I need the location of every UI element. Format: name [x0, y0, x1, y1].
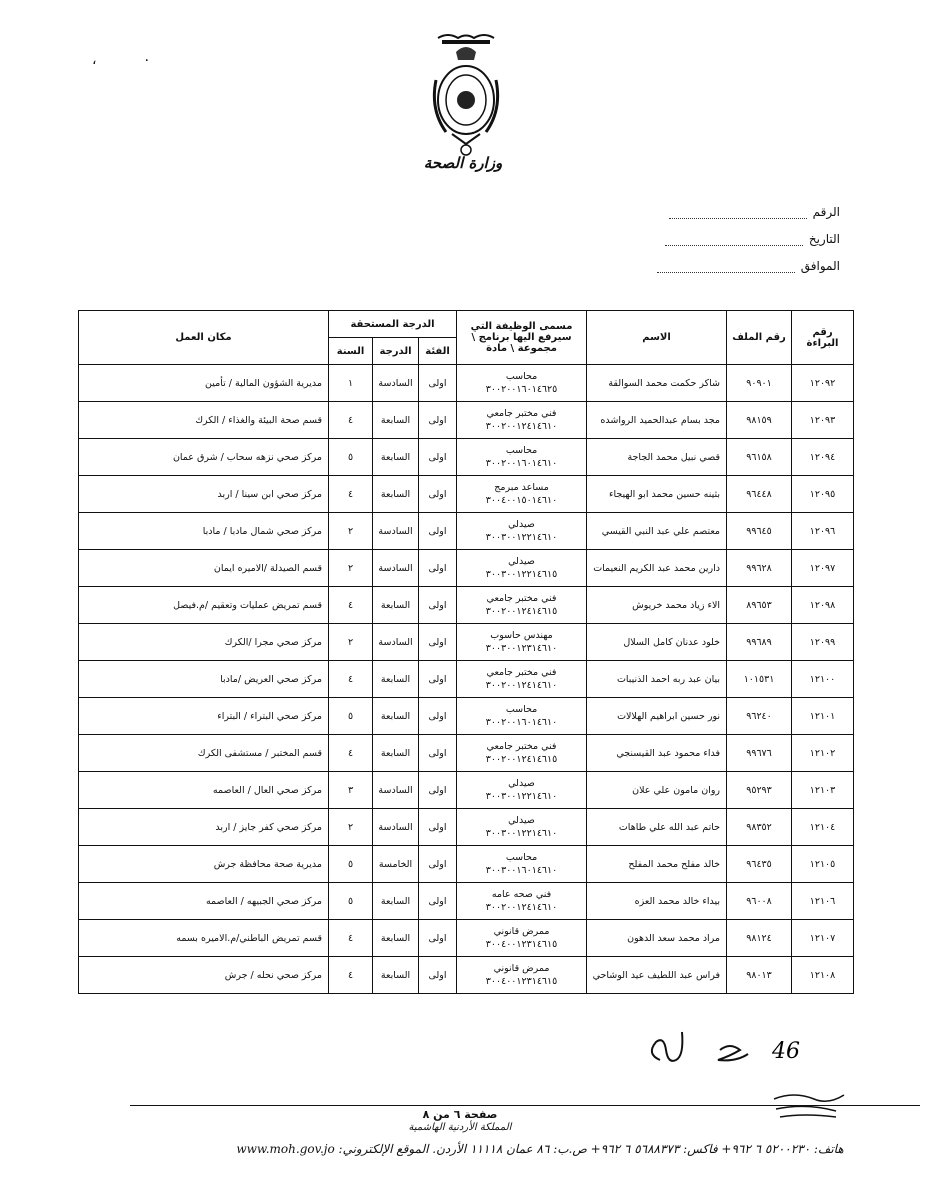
cell-category: اولى — [419, 513, 457, 550]
cell-file: ٩٩٦٢٨ — [727, 550, 792, 587]
cell-file: ٩٩٦٧٦ — [727, 735, 792, 772]
cell-year: ٤ — [329, 957, 373, 994]
job-title: ممرض قانوني — [493, 926, 550, 937]
cell-grade: السابعة — [373, 883, 419, 920]
cell-workplace: قسم صحة البيئة والغذاء / الكرك — [79, 402, 329, 439]
cell-workplace: مركز صحي نزهه سحاب / شرق عمان — [79, 439, 329, 476]
cell-category: اولى — [419, 624, 457, 661]
ref-field-line — [657, 260, 795, 273]
col-header-job: مسمى الوظيفة التي سيرفع اليها برنامج \ مجموعة \ مادة — [457, 311, 587, 365]
ref-field-label: الموافق — [800, 259, 840, 273]
cell-job — [457, 846, 587, 883]
job-code: ٣٠٠٢٠٠١٢٤١٤٦١٥ — [485, 606, 558, 617]
cell-category: اولى — [419, 587, 457, 624]
cell-year: ٢ — [329, 550, 373, 587]
cell-name: خلود عدنان كامل السلال — [587, 624, 727, 661]
cell-receipt: ١٢١٠٨ — [792, 957, 854, 994]
cell-grade: السابعة — [373, 587, 419, 624]
cell-receipt: ١٢١٠٥ — [792, 846, 854, 883]
table-row — [79, 550, 854, 587]
table-row — [79, 846, 854, 883]
cell-receipt: ١٢١٠١ — [792, 698, 854, 735]
cell-category: اولى — [419, 402, 457, 439]
cell-file: ٩٦١٥٨ — [727, 439, 792, 476]
scan-mark-right: ٠ — [143, 52, 151, 68]
cell-workplace: قسم المختبر / مستشفى الكرك — [79, 735, 329, 772]
table-row — [79, 698, 854, 735]
cell-category: اولى — [419, 772, 457, 809]
cell-receipt: ١٢٠٩٣ — [792, 402, 854, 439]
job-title: محاسب — [505, 445, 538, 456]
promotions-table — [78, 310, 854, 994]
handwritten-annotation — [640, 1020, 840, 1080]
cell-name: شاكر حكمت محمد السوالقة — [587, 365, 727, 402]
cell-receipt: ١٢٠٩٩ — [792, 624, 854, 661]
cell-job — [457, 550, 587, 587]
job-code: ٣٠٠٢٠٠١٦٠١٤٦٢٥ — [485, 384, 558, 395]
cell-receipt: ١٢٠٩٥ — [792, 476, 854, 513]
job-title: محاسب — [505, 852, 538, 863]
ref-field-label: الرقم — [812, 205, 840, 219]
cell-grade: السابعة — [373, 402, 419, 439]
cell-file: ١٠١٥٣١ — [727, 661, 792, 698]
job-title: صيدلي — [508, 556, 535, 567]
col-header-grade-group: الدرجة المستحقة — [329, 311, 457, 338]
cell-file: ٩٨٣٥٢ — [727, 809, 792, 846]
cell-name: بيان عبد ربه احمد الذنيبات — [587, 661, 727, 698]
job-code: ٣٠٠٤٠٠١٢٣١٤٦١٥ — [485, 939, 558, 950]
job-code: ٣٠٠٢٠٠١٢٤١٤٦١٠ — [485, 680, 558, 691]
job-title: صيدلي — [508, 519, 535, 530]
cell-file: ٩٠٩٠١ — [727, 365, 792, 402]
job-title: محاسب — [505, 704, 538, 715]
cell-category: اولى — [419, 439, 457, 476]
cell-name: حاتم عبد الله علي طاهات — [587, 809, 727, 846]
job-title: فني مختبر جامعي — [486, 593, 557, 604]
table-row — [79, 735, 854, 772]
cell-grade: السادسة — [373, 513, 419, 550]
table-row — [79, 772, 854, 809]
cell-year: ٤ — [329, 735, 373, 772]
cell-name: روان مامون علي علان — [587, 772, 727, 809]
cell-workplace: قسم تمريض الباطني/م.الاميره بسمه — [79, 920, 329, 957]
job-title: مساعد مبرمج — [494, 482, 549, 493]
table-row — [79, 587, 854, 624]
table-row — [79, 513, 854, 550]
cell-workplace: قسم تمريض عمليات وتعقيم /م.فيصل — [79, 587, 329, 624]
ref-field-line — [669, 206, 807, 219]
cell-receipt: ١٢١٠٧ — [792, 920, 854, 957]
job-code: ٣٠٠٣٠٠١٢٣١٤٦١٠ — [485, 643, 558, 654]
page-number: صفحة ٦ من ٨ — [422, 1108, 498, 1121]
cell-receipt: ١٢١٠٠ — [792, 661, 854, 698]
cell-year: ٥ — [329, 439, 373, 476]
ref-field-label: التاريخ — [808, 232, 840, 246]
cell-category: اولى — [419, 809, 457, 846]
cell-grade: السابعة — [373, 957, 419, 994]
cell-year: ٢ — [329, 624, 373, 661]
cell-grade: السادسة — [373, 772, 419, 809]
job-code: ٣٠٠٢٠٠١٦٠١٤٦١٠ — [485, 458, 558, 469]
table-row — [79, 365, 854, 402]
cell-job — [457, 920, 587, 957]
table-row — [79, 476, 854, 513]
job-code: ٣٠٠٣٠٠١٢٢١٤٦١٥ — [485, 569, 558, 580]
cell-job — [457, 772, 587, 809]
table-row — [79, 957, 854, 994]
cell-job — [457, 698, 587, 735]
cell-job — [457, 476, 587, 513]
cell-workplace: مركز صحي مجرا /الكرك — [79, 624, 329, 661]
cell-year: ٥ — [329, 698, 373, 735]
cell-receipt: ١٢١٠٢ — [792, 735, 854, 772]
cell-workplace: مديرية صحة محافظة جرش — [79, 846, 329, 883]
cell-category: اولى — [419, 476, 457, 513]
cell-name: فداء محمود عبد القيسنجي — [587, 735, 727, 772]
cell-job — [457, 661, 587, 698]
cell-file: ٩٥٢٩٣ — [727, 772, 792, 809]
cell-year: ٥ — [329, 883, 373, 920]
ref-field-date — [470, 232, 840, 246]
job-code: ٣٠٠٣٠٠١٢٢١٤٦١٠ — [485, 828, 558, 839]
cell-workplace: مركز صحي شمال مادبا / مادبا — [79, 513, 329, 550]
footer-divider — [130, 1105, 920, 1106]
job-title: صيدلي — [508, 778, 535, 789]
cell-grade: السادسة — [373, 624, 419, 661]
cell-file: ٩٩٦٤٥ — [727, 513, 792, 550]
cell-name: الاء زياد محمد خريوش — [587, 587, 727, 624]
cell-grade: الخامسة — [373, 846, 419, 883]
cell-workplace: مركز صحي ابن سينا / اربد — [79, 476, 329, 513]
scan-mark-left: ، — [92, 52, 97, 68]
cell-category: اولى — [419, 846, 457, 883]
job-code: ٣٠٠٢٠٠١٢٤١٤٦١٠ — [485, 421, 558, 432]
job-title: فني صحه عامه — [491, 889, 552, 900]
table-row — [79, 402, 854, 439]
cell-year: ٤ — [329, 476, 373, 513]
job-title: مهندس حاسوب — [490, 630, 553, 641]
cell-workplace: مركز صحي الجبيهه / العاصمه — [79, 883, 329, 920]
job-title: صيدلي — [508, 815, 535, 826]
cell-receipt: ١٢١٠٦ — [792, 883, 854, 920]
cell-receipt: ١٢٠٩٤ — [792, 439, 854, 476]
cell-workplace: قسم الصيدلة /الاميره ايمان — [79, 550, 329, 587]
cell-receipt: ١٢٠٩٦ — [792, 513, 854, 550]
cell-name: مراد محمد سعد الدهون — [587, 920, 727, 957]
cell-file: ٩٦٤٣٥ — [727, 846, 792, 883]
cell-file: ٩٦٢٤٠ — [727, 698, 792, 735]
col-header-receipt: رقم البراءة — [792, 311, 854, 365]
col-header-year: السنة — [329, 338, 373, 365]
job-code: ٣٠٠٤٠٠١٥٠١٤٦١٠ — [485, 495, 558, 506]
col-header-grade: الدرجة — [373, 338, 419, 365]
cell-name: مجد بسام عبدالحميد الرواشده — [587, 402, 727, 439]
cell-file: ٩٨١٥٩ — [727, 402, 792, 439]
ref-field-corresponding — [470, 259, 840, 273]
job-code: ٣٠٠٣٠٠١٦٠١٤٦١٠ — [485, 865, 558, 876]
cell-receipt: ١٢٠٩٢ — [792, 365, 854, 402]
ref-field-number — [470, 205, 840, 219]
job-title: فني مختبر جامعي — [486, 741, 557, 752]
cell-name: بثينه حسين محمد ابو الهيجاء — [587, 476, 727, 513]
cell-job — [457, 883, 587, 920]
cell-workplace: مركز صحي البتراء / البتراء — [79, 698, 329, 735]
table-row — [79, 661, 854, 698]
cell-file: ٩٨٠١٣ — [727, 957, 792, 994]
table-row — [79, 439, 854, 476]
cell-grade: السابعة — [373, 920, 419, 957]
ministry-name: وزارة الصحة — [423, 154, 503, 172]
cell-year: ٤ — [329, 920, 373, 957]
cell-grade: السادسة — [373, 550, 419, 587]
table-row — [79, 624, 854, 661]
job-code: ٣٠٠٢٠٠١٦٠١٤٦١٠ — [485, 717, 558, 728]
cell-job — [457, 809, 587, 846]
job-code: ٣٠٠٢٠٠١٢٤١٤٦١٥ — [485, 754, 558, 765]
cell-job — [457, 365, 587, 402]
cell-file: ٩٦٠٠٨ — [727, 883, 792, 920]
col-header-workplace: مكان العمل — [79, 311, 329, 365]
cell-name: بيداء خالد محمد العزه — [587, 883, 727, 920]
footer-contact: هاتف: ٥٢٠٠٢٣٠ ٦ ٩٦٢+ فاكس: ٥٦٨٨٣٧٣ ٦ ٩٦٢+ ص.ب: ٨٦ عمان ١١١١٨ الأردن. الموقع الإلكتروني: www.moh.gov.jo — [236, 1142, 844, 1156]
cell-category: اولى — [419, 698, 457, 735]
cell-year: ٢ — [329, 513, 373, 550]
job-title: ممرض قانوني — [493, 963, 550, 974]
cell-job — [457, 513, 587, 550]
cell-workplace: مركز صحي كفر جايز / اربد — [79, 809, 329, 846]
cell-grade: السابعة — [373, 476, 419, 513]
job-title: فني مختبر جامعي — [486, 667, 557, 678]
cell-year: ٤ — [329, 587, 373, 624]
cell-year: ٣ — [329, 772, 373, 809]
royal-crest-icon — [428, 30, 504, 160]
cell-grade: السادسة — [373, 365, 419, 402]
cell-category: اولى — [419, 550, 457, 587]
job-code: ٣٠٠٣٠٠١٢٢١٤٦١٠ — [485, 791, 558, 802]
cell-year: ٤ — [329, 661, 373, 698]
cell-job — [457, 587, 587, 624]
cell-name: نور حسين ابراهيم الهلالات — [587, 698, 727, 735]
cell-category: اولى — [419, 365, 457, 402]
cell-name: معتصم علي عبد النبي القيسي — [587, 513, 727, 550]
cell-grade: السابعة — [373, 735, 419, 772]
job-title: محاسب — [505, 371, 538, 382]
cell-year: ١ — [329, 365, 373, 402]
cell-grade: السابعة — [373, 439, 419, 476]
cell-grade: السابعة — [373, 661, 419, 698]
job-code: ٣٠٠٣٠٠١٢٢١٤٦١٠ — [485, 532, 558, 543]
footer-kingdom: المملكة الأردنية الهاشمية — [408, 1122, 512, 1133]
col-header-category: الفئة — [419, 338, 457, 365]
cell-file: ٩٨١٢٤ — [727, 920, 792, 957]
cell-grade: السابعة — [373, 698, 419, 735]
cell-category: اولى — [419, 661, 457, 698]
cell-year: ٥ — [329, 846, 373, 883]
cell-workplace: مديرية الشؤون المالية / تأمين — [79, 365, 329, 402]
cell-job — [457, 439, 587, 476]
job-code: ٣٠٠٢٠٠١٢٤١٤٦١٠ — [485, 902, 558, 913]
cell-year: ٤ — [329, 402, 373, 439]
cell-receipt: ١٢١٠٣ — [792, 772, 854, 809]
cell-name: دارين محمد عبد الكريم النعيمات — [587, 550, 727, 587]
cell-job — [457, 624, 587, 661]
cell-workplace: مركز صحي العريض /مادبا — [79, 661, 329, 698]
cell-name: خالد مفلح محمد المفلح — [587, 846, 727, 883]
ref-field-line — [665, 233, 803, 246]
cell-file: ٨٩٦٥٣ — [727, 587, 792, 624]
cell-workplace: مركز صحي نحله / جرش — [79, 957, 329, 994]
cell-name: قصي نبيل محمد الجاجة — [587, 439, 727, 476]
handwritten-number: 46 — [772, 1039, 800, 1064]
cell-category: اولى — [419, 957, 457, 994]
cell-job — [457, 402, 587, 439]
cell-file: ٩٩٦٨٩ — [727, 624, 792, 661]
table-row — [79, 920, 854, 957]
col-header-file: رقم الملف — [727, 311, 792, 365]
cell-receipt: ١٢٠٩٧ — [792, 550, 854, 587]
table-row — [79, 883, 854, 920]
cell-category: اولى — [419, 920, 457, 957]
cell-category: اولى — [419, 735, 457, 772]
col-header-name: الاسم — [587, 311, 727, 365]
table-row — [79, 809, 854, 846]
job-code: ٣٠٠٤٠٠١٢٣١٤٦١٥ — [485, 976, 558, 987]
cell-name: فراس عبد اللطيف عيد الوشاحي — [587, 957, 727, 994]
cell-job — [457, 735, 587, 772]
cell-job — [457, 957, 587, 994]
cell-file: ٩٦٤٤٨ — [727, 476, 792, 513]
cell-workplace: مركز صحي العال / العاصمه — [79, 772, 329, 809]
job-title: فني مختبر جامعي — [486, 408, 557, 419]
cell-grade: السادسة — [373, 809, 419, 846]
cell-receipt: ١٢١٠٤ — [792, 809, 854, 846]
cell-category: اولى — [419, 883, 457, 920]
cell-year: ٢ — [329, 809, 373, 846]
cell-receipt: ١٢٠٩٨ — [792, 587, 854, 624]
